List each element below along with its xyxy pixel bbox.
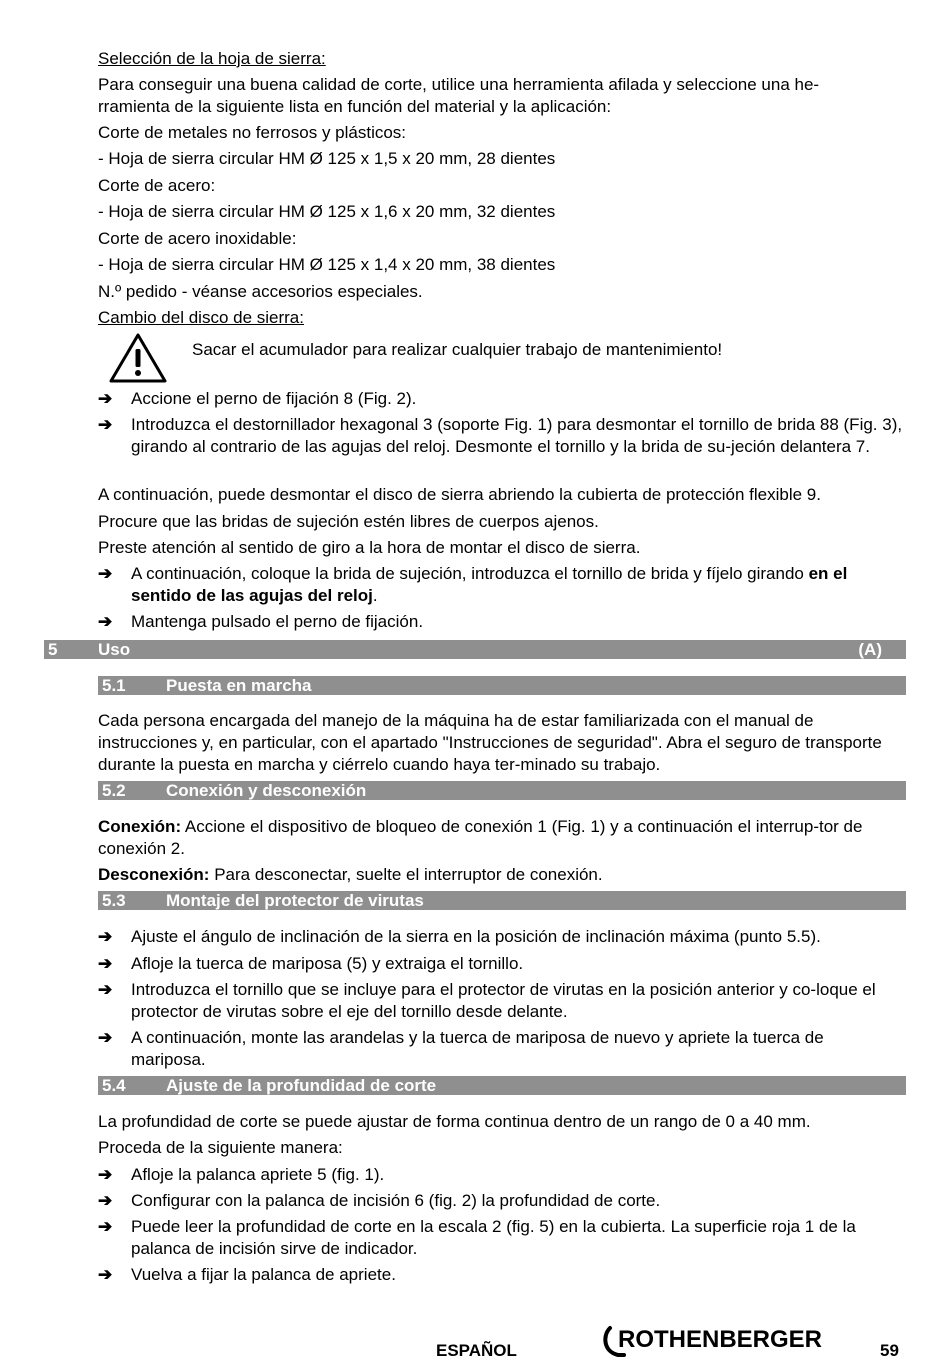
arrow-right-icon: ➔ [98,415,113,434]
warning-text: Sacar el acumulador para realizar cualquier trabajo de mantenimiento! [192,340,723,359]
chapter-title: Uso [98,640,131,659]
list-item [98,563,903,607]
paragraph: Proceda de la siguiente manera: [98,1138,343,1157]
warning-triangle-icon [108,332,168,384]
arrow-right-icon: ➔ [98,1217,113,1236]
list-item [98,414,903,458]
list-item [98,1264,903,1286]
section-5-4-bar [98,1076,906,1095]
paragraph: Procure que las bridas de sujeción estén libres de cuerpos ajenos. [98,512,599,531]
list-item-text: A continuación, monte las arandelas y la tuerca de mariposa de nuevo y apriete la tuerca de mariposa. [131,1028,824,1069]
section-number: 5.1 [102,676,126,695]
list-item-text: Accione el perno de fijación 8 (Fig. 2). [131,389,417,408]
list-item-text: Vuelva a fijar la palanca de apriete. [131,1265,396,1284]
list-item-text: Introduzca el tornillo que se incluye para el protector de virutas en la posición anterior y co-loque el protector de virutas sobre el eje del tornillo desde delante. [131,980,876,1021]
paragraph: Conexión: Accione el dispositivo de bloqueo de conexión 1 (Fig. 1) y a continuación el interrup-tor de conexión 2. [98,817,863,858]
arrow-right-icon: ➔ [98,927,113,946]
section-title: Ajuste de la profundidad de corte [166,1076,437,1095]
chapter-5-bar [44,640,906,659]
arrow-right-icon: ➔ [98,1191,113,1210]
list-item-text: Ajuste el ángulo de inclinación de la sierra en la posición de inclinación máxima (punto 5.5). [131,927,821,946]
paragraph: A continuación, puede desmontar el disco de sierra abriendo la cubierta de protección flexible 9. [98,485,821,504]
saw-selection-heading: Selección de la hoja de sierra: [98,49,326,68]
page-number: 59 [880,1341,899,1360]
blade-spec-1: - Hoja de sierra circular HM Ø 125 x 1,5 x 20 mm, 28 dientes [98,149,556,168]
section-5-3-bar [98,891,906,910]
list-item-text: Afloje la palanca apriete 5 (fig. 1). [131,1165,385,1184]
footer-language: ESPAÑOL [436,1341,517,1360]
disconnect-label: Desconexión: [98,865,210,884]
list-item [98,1164,903,1186]
chapter-tag: (A) [858,640,882,659]
list-item-text: Puede leer la profundidad de corte en la escala 2 (fig. 5) en la cubierta. La superficie roja 1 de la palanca de incisión sirve de indicador. [131,1217,856,1258]
section-number: 5.2 [102,781,126,800]
emphasis: en el sentido de las agujas del reloj [131,564,848,605]
section-5-2-bar [98,781,906,800]
arrow-right-icon: ➔ [98,389,113,408]
arrow-right-icon: ➔ [98,564,113,583]
paragraph: Preste atención al sentido de giro a la hora de montar el disco de sierra. [98,538,641,557]
saw-intro-line-1: Para conseguir una buena calidad de corte, utilice una herramienta afilada y seleccione una he- [98,75,820,94]
steel-label: Corte de acero: [98,176,216,195]
connect-label: Conexión: [98,817,182,836]
section-title: Montaje del protector de virutas [166,891,424,910]
list-item [98,926,903,948]
chapter-number: 5 [48,640,58,659]
list-item [98,388,903,410]
arrow-right-icon: ➔ [98,612,113,631]
logo-text: ROTHENBERGER [618,1326,823,1353]
blade-spec-2: - Hoja de sierra circular HM Ø 125 x 1,6 x 20 mm, 32 dientes [98,202,556,221]
list-item-text: Afloje la tuerca de mariposa (5) y extraiga el tornillo. [131,954,524,973]
section-5-1-bar [98,676,906,695]
list-item [98,1190,903,1212]
list-item-text: Mantenga pulsado el perno de fijación. [131,612,424,631]
rothenberger-logo [600,1322,850,1360]
saw-intro-line-2: rramienta de la siguiente lista en función del material y la aplicación: [98,97,612,116]
list-item [98,979,903,1023]
list-item [98,611,903,633]
arrow-right-icon: ➔ [98,1165,113,1184]
arrow-right-icon: ➔ [98,1265,113,1284]
nonferrous-label: Corte de metales no ferrosos y plásticos: [98,123,407,142]
paragraph: La profundidad de corte se puede ajustar de forma continua dentro de un rango de 0 a 40 mm. [98,1112,811,1131]
section-number: 5.4 [102,1076,126,1095]
paragraph: Cada persona encargada del manejo de la máquina ha de estar familiarizada con el manual de instrucciones y, en particular, con el apartado "Instrucciones de seguridad". Abra el seguro de transporte durante la puesta en marcha y ciérrelo cuando haya ter-minado su trabajo. [98,711,882,774]
list-item-text: Configurar con la palanca de incisión 6 (fig. 2) la profundidad de corte. [131,1191,661,1210]
list-item-text: A continuación, coloque la brida de sujeción, introduzca el tornillo de brida y fíjelo girando en el sentido de las agujas del reloj. [131,564,848,605]
blade-change-heading: Cambio del disco de sierra: [98,308,304,327]
blade-spec-3: - Hoja de sierra circular HM Ø 125 x 1,4 x 20 mm, 38 dientes [98,255,556,274]
section-number: 5.3 [102,891,126,910]
section-title: Conexión y desconexión [166,781,367,800]
arrow-right-icon: ➔ [98,980,113,999]
stainless-label: Corte de acero inoxidable: [98,229,297,248]
arrow-right-icon: ➔ [98,954,113,973]
list-item-text: Introduzca el destornillador hexagonal 3 (soporte Fig. 1) para desmontar el tornillo de brida 88 (Fig. 3), girando al contrario de las agujas del reloj. Desmonte el tornillo y la brida de su-jeción delantera 7. [131,415,903,456]
list-item [98,1027,903,1071]
order-note: N.º pedido - véanse accesorios especiales. [98,282,423,301]
section-title: Puesta en marcha [166,676,312,695]
list-item [98,953,903,975]
list-item [98,1216,903,1260]
arrow-right-icon: ➔ [98,1028,113,1047]
paragraph: Desconexión: Para desconectar, suelte el interruptor de conexión. [98,865,603,884]
